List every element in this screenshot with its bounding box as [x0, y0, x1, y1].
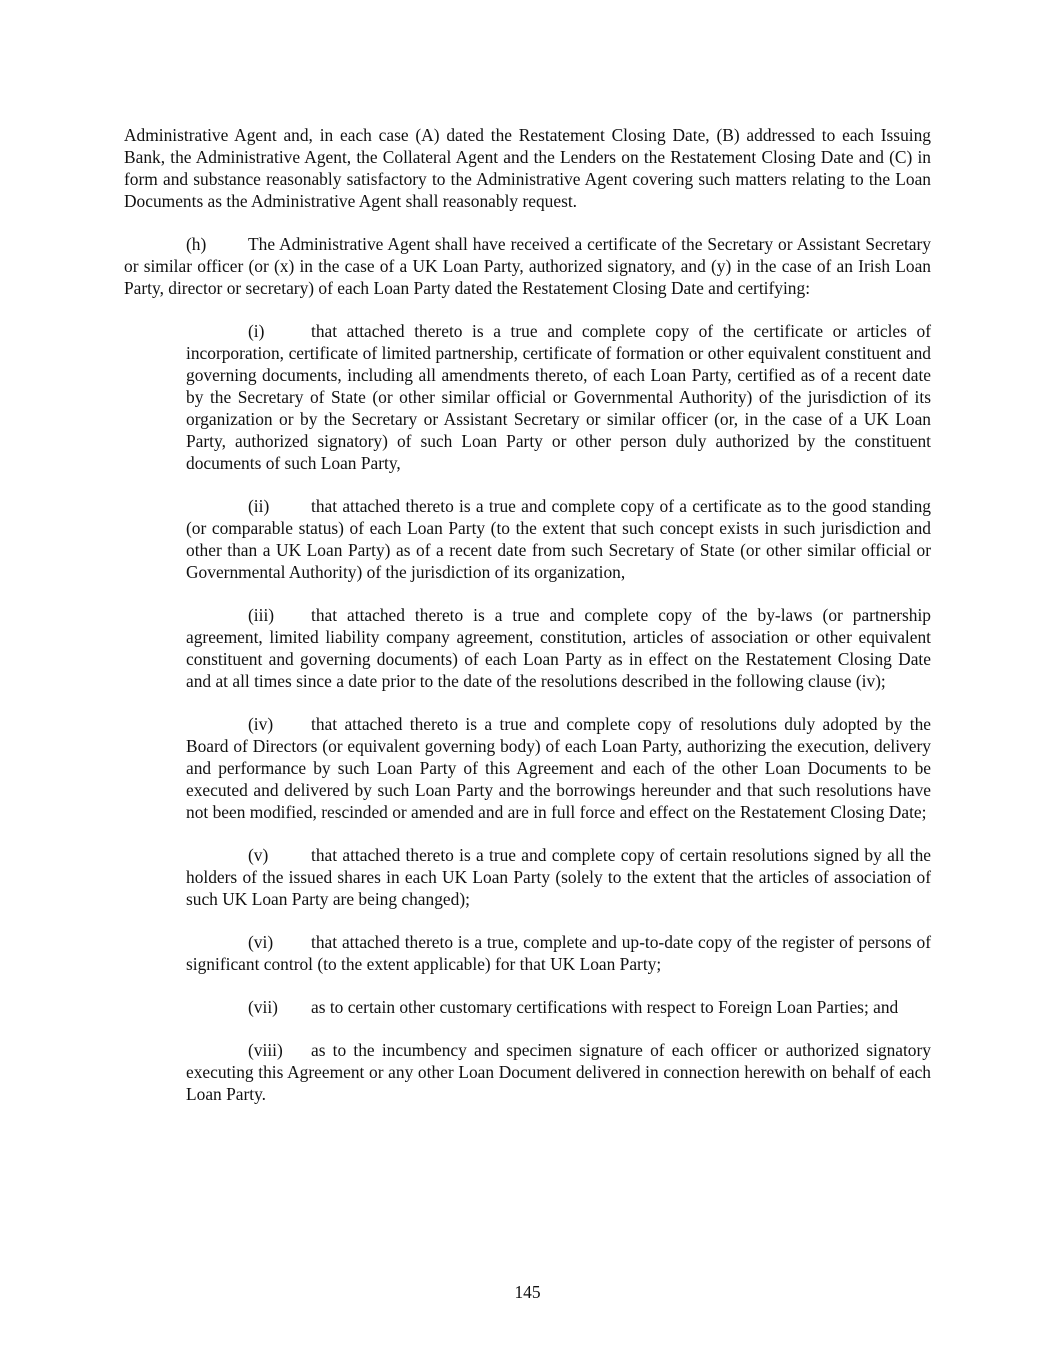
- clause-text: that attached thereto is a true, complete and up-to-date copy of the register of persons of significant control (to the extent applicable) for that UK Loan Party;: [186, 932, 931, 974]
- clause-text: that attached thereto is a true and complete copy of certain resolutions signed by all the holders of the issued shares in each UK Loan Party (solely to the extent that the articles of association of such UK Loan Party are being changed);: [186, 845, 931, 909]
- clause-label: (iv): [248, 714, 274, 734]
- subclause-ii: [186, 495, 931, 583]
- clause-label: (i): [248, 321, 265, 341]
- page-number: 145: [514, 1282, 541, 1302]
- clause-text: that attached thereto is a true and complete copy of the certificate or articles of incorporation, certificate of limited partnership, certificate of formation or other equivalent constituent and governing documents, including all amendments thereto, of each Loan Party, certified as of a recent date by the Secretary of State (or other similar official or Governmental Authority) of the jurisdiction of its organization or by the Secretary or Assistant Secretary or similar officer (or, in the case of a UK Loan Party, authorized signatory) of such Loan Party or other person duly authorized by the constituent documents of such Loan Party,: [186, 321, 931, 473]
- clause-label: (vii): [248, 997, 278, 1017]
- clause-label: (ii): [248, 496, 270, 516]
- clause-text: as to certain other customary certifications with respect to Foreign Loan Parties; and: [311, 997, 899, 1017]
- clause-label: (vi): [248, 932, 274, 952]
- clause-text: that attached thereto is a true and complete copy of resolutions duly adopted by the Board of Directors (or equivalent governing body) of each Loan Party, authorizing the execution, delivery and performance by such Loan Party of this Agreement and each of the other Loan Documents to be executed and delivered by such Loan Party and the borrowings hereunder and that such resolutions have not been modified, rescinded or amended and are in full force and effect on the Restatement Closing Date;: [186, 714, 931, 822]
- subclause-vii: [186, 996, 931, 1018]
- subclause-iv: [186, 713, 931, 823]
- paragraph-h: [124, 233, 931, 299]
- clause-text: that attached thereto is a true and complete copy of the by-laws (or partnership agreement, limited liability company agreement, constitution, articles of association or other equivalent constituent and governing documents) of each Loan Party as in effect on the Restatement Closing Date and at all times since a date prior to the date of the resolutions described in the following clause (iv);: [186, 605, 931, 691]
- clause-text: as to the incumbency and specimen signature of each officer or authorized signatory executing this Agreement or any other Loan Document delivered in connection herewith on behalf of each Loan Party.: [186, 1040, 931, 1104]
- clause-label: (iii): [248, 605, 275, 625]
- subclause-iii: [186, 604, 931, 692]
- subclause-v: [186, 844, 931, 910]
- clause-label: (viii): [248, 1040, 283, 1060]
- clause-label: (v): [248, 845, 269, 865]
- subclause-vi: [186, 931, 931, 975]
- paragraph-continuation: Administrative Agent and, in each case (A) dated the Restatement Closing Date, (B) addressed to each Issuing Bank, the Administrative Agent, the Collateral Agent and the Lenders on the Restatement Closing Date and (C) in form and substance reasonably satisfactory to the Administrative Agent covering such matters relating to the Loan Documents as the Administrative Agent shall reasonably request.: [124, 125, 931, 211]
- subclause-i: [186, 320, 931, 474]
- clause-text: The Administrative Agent shall have received a certificate of the Secretary or Assistant Secretary or similar officer (or (x) in the case of a UK Loan Party, authorized signatory, and (y) in the case of an Irish Loan Party, director or secretary) of each Loan Party dated the Restatement Closing Date and certifying:: [124, 234, 931, 298]
- subclause-viii: [186, 1039, 931, 1105]
- document-body: [124, 124, 931, 1126]
- clause-text: that attached thereto is a true and complete copy of a certificate as to the good standing (or comparable status) of each Loan Party (to the extent that such concept exists in such jurisdiction and other than a UK Loan Party) as of a recent date from such Secretary of State (or other similar official or Governmental Authority) of the jurisdiction of its organization,: [186, 496, 931, 582]
- clause-label: (h): [186, 234, 207, 254]
